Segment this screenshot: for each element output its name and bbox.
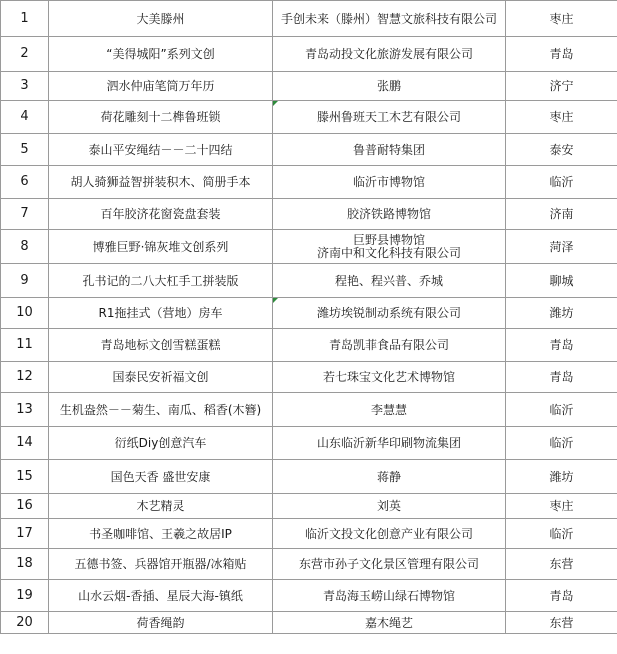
organization-name: 刘英 xyxy=(376,499,401,513)
product-name-cell[interactable]: 木艺精灵 xyxy=(49,494,273,519)
comment-indicator-icon[interactable] xyxy=(273,298,278,303)
organization-cell[interactable] xyxy=(273,134,506,166)
row-number-cell[interactable]: 13 xyxy=(1,393,49,427)
product-name-cell[interactable]: 大美滕州 xyxy=(49,1,273,37)
product-name-cell[interactable]: 生机盎然－－菊生、南瓜、稻香(木簪) xyxy=(49,393,273,427)
organization-cell[interactable] xyxy=(273,329,506,362)
product-name-cell[interactable]: 孔书记的二八大杠手工拼装版 xyxy=(49,264,273,298)
row-number-cell[interactable]: 3 xyxy=(1,72,49,101)
city-cell[interactable]: 菏泽 xyxy=(506,230,617,264)
city-cell[interactable]: 枣庄 xyxy=(506,1,617,37)
organization-name: 巨野县博物馆 xyxy=(352,232,425,247)
table-row xyxy=(1,519,617,549)
row-number-cell[interactable]: 8 xyxy=(1,230,49,264)
table-row xyxy=(1,166,617,199)
city-cell[interactable]: 泰安 xyxy=(506,134,617,166)
row-number-cell[interactable]: 14 xyxy=(1,427,49,460)
organization-cell[interactable] xyxy=(273,199,506,230)
organization-cell[interactable] xyxy=(273,264,506,298)
product-name-cell[interactable]: R1拖挂式（营地）房车 xyxy=(49,298,273,329)
product-name-cell[interactable]: 国泰民安祈福文创 xyxy=(49,362,273,393)
city-cell[interactable]: 临沂 xyxy=(506,393,617,427)
table-row xyxy=(1,612,617,634)
organization-cell[interactable] xyxy=(273,72,506,101)
row-number-cell[interactable]: 12 xyxy=(1,362,49,393)
row-number-cell[interactable]: 20 xyxy=(1,612,49,634)
product-name-cell[interactable]: 山水云烟-香插、星辰大海-镇纸 xyxy=(49,580,273,612)
product-name-cell[interactable]: “美得城阳”系列文创 xyxy=(49,37,273,72)
table-row xyxy=(1,37,617,72)
city-cell[interactable]: 东营 xyxy=(506,549,617,580)
organization-name: 滕州鲁班天工木艺有限公司 xyxy=(316,110,461,124)
organization-cell[interactable] xyxy=(273,166,506,199)
organization-name: 张鹏 xyxy=(376,79,401,93)
organization-cell[interactable] xyxy=(273,549,506,580)
table-row xyxy=(1,264,617,298)
organization-cell[interactable] xyxy=(273,362,506,393)
table-row xyxy=(1,298,617,329)
organization-name: 手创未来（滕州）智慧文旅科技有限公司 xyxy=(280,11,497,26)
organization-cell[interactable] xyxy=(273,612,506,634)
organization-name: 李慧慧 xyxy=(370,402,407,417)
organization-name: 青岛凯菲食品有限公司 xyxy=(328,338,449,352)
city-cell[interactable]: 枣庄 xyxy=(506,494,617,519)
city-cell[interactable]: 潍坊 xyxy=(506,298,617,329)
row-number-cell[interactable]: 10 xyxy=(1,298,49,329)
city-cell[interactable]: 青岛 xyxy=(506,362,617,393)
row-number-cell[interactable]: 9 xyxy=(1,264,49,298)
product-name-cell[interactable]: 泰山平安绳结－－二十四结 xyxy=(49,134,273,166)
row-number-cell[interactable]: 17 xyxy=(1,519,49,549)
city-cell[interactable]: 济南 xyxy=(506,199,617,230)
organization-name: 青岛动投文化旅游发展有限公司 xyxy=(304,47,473,61)
organization-name: 嘉木绳艺 xyxy=(364,615,413,630)
table-row xyxy=(1,580,617,612)
table-row xyxy=(1,393,617,427)
row-number-cell[interactable]: 1 xyxy=(1,1,49,37)
organization-name: 东营市孙子文化景区管理有限公司 xyxy=(298,557,479,571)
organization-name: 鲁普耐特集团 xyxy=(352,142,425,157)
table-row xyxy=(1,494,617,519)
row-number-cell[interactable]: 19 xyxy=(1,580,49,612)
table-body xyxy=(1,1,617,634)
product-name-cell[interactable]: 国色天香 盛世安康 xyxy=(49,460,273,494)
row-number-cell[interactable]: 2 xyxy=(1,37,49,72)
table-row xyxy=(1,1,617,37)
city-cell[interactable]: 青岛 xyxy=(506,37,617,72)
organization-cell[interactable] xyxy=(273,1,506,37)
product-name-cell[interactable]: 书圣咖啡馆、王羲之故居IP xyxy=(49,519,273,549)
table-row xyxy=(1,134,617,166)
organization-name: 潍坊埃锐制动系统有限公司 xyxy=(316,306,461,320)
row-number-cell[interactable]: 6 xyxy=(1,166,49,199)
organization-name: 青岛海玉崂山绿石博物馆 xyxy=(322,588,455,603)
city-cell[interactable]: 潍坊 xyxy=(506,460,617,494)
product-name-cell[interactable]: 青岛地标文创雪糕蛋糕 xyxy=(49,329,273,362)
city-cell[interactable]: 临沂 xyxy=(506,166,617,199)
product-name-cell[interactable]: 博雅巨野·锦灰堆文创系列 xyxy=(49,230,273,264)
row-number-cell[interactable]: 5 xyxy=(1,134,49,166)
row-number-cell[interactable]: 16 xyxy=(1,494,49,519)
organization-name: 程艳、程兴普、乔城 xyxy=(334,273,443,288)
table-row xyxy=(1,362,617,393)
organization-name: 蒋静 xyxy=(376,469,401,484)
row-number-cell[interactable]: 15 xyxy=(1,460,49,494)
table-row xyxy=(1,101,617,134)
comment-indicator-icon[interactable] xyxy=(273,101,278,106)
organization-cell[interactable] xyxy=(273,393,506,427)
table-row xyxy=(1,230,617,264)
organization-cell[interactable] xyxy=(273,460,506,494)
product-name-cell[interactable]: 衍纸Diy创意汽车 xyxy=(49,427,273,460)
city-cell[interactable]: 临沂 xyxy=(506,427,617,460)
product-name-cell[interactable]: 胡人骑狮益智拼装积木、简册手本 xyxy=(49,166,273,199)
organization-cell[interactable] xyxy=(273,101,506,134)
city-cell[interactable]: 枣庄 xyxy=(506,101,617,134)
organization-name: 山东临沂新华印刷物流集团 xyxy=(316,436,461,450)
city-cell[interactable]: 济宁 xyxy=(506,72,617,101)
city-cell[interactable]: 东营 xyxy=(506,612,617,634)
organization-name: 临沂文投文化创意产业有限公司 xyxy=(304,526,473,541)
city-cell[interactable]: 青岛 xyxy=(506,329,617,362)
organization-cell[interactable] xyxy=(273,580,506,612)
product-name-cell[interactable]: 泗水仲庙笔筒万年历 xyxy=(49,72,273,101)
organization-cell[interactable] xyxy=(273,37,506,72)
organization-name: 胶济铁路博物馆 xyxy=(346,207,431,221)
product-name-cell[interactable]: 荷花雕刻十二榫鲁班锁 xyxy=(49,101,273,134)
table-row xyxy=(1,427,617,460)
city-cell[interactable]: 聊城 xyxy=(506,264,617,298)
city-cell[interactable]: 青岛 xyxy=(506,580,617,612)
table-row xyxy=(1,72,617,101)
product-name-cell[interactable]: 五德书签、兵器馆开瓶器/冰箱贴 xyxy=(49,549,273,580)
table-row xyxy=(1,460,617,494)
organization-name: 若七珠宝文化艺术博物馆 xyxy=(322,370,455,384)
row-number-cell[interactable]: 4 xyxy=(1,101,49,134)
row-number-cell[interactable]: 7 xyxy=(1,199,49,230)
product-name-cell[interactable]: 荷香绳韵 xyxy=(49,612,273,634)
organization-cell[interactable] xyxy=(273,230,506,264)
table-row xyxy=(1,199,617,230)
city-cell[interactable]: 临沂 xyxy=(506,519,617,549)
organization-cell[interactable] xyxy=(273,494,506,519)
table-row xyxy=(1,549,617,580)
organization-cell[interactable] xyxy=(273,427,506,460)
product-name-cell[interactable]: 百年胶济花窗瓷盘套装 xyxy=(49,199,273,230)
row-number-cell[interactable]: 11 xyxy=(1,329,49,362)
row-number-cell[interactable]: 18 xyxy=(1,549,49,580)
organization-name: 临沂市博物馆 xyxy=(352,175,425,189)
organization-cell[interactable] xyxy=(273,519,506,549)
organization-name: 济南中和文化科技有限公司 xyxy=(316,245,461,260)
organization-cell[interactable] xyxy=(273,298,506,329)
table-row xyxy=(1,329,617,362)
